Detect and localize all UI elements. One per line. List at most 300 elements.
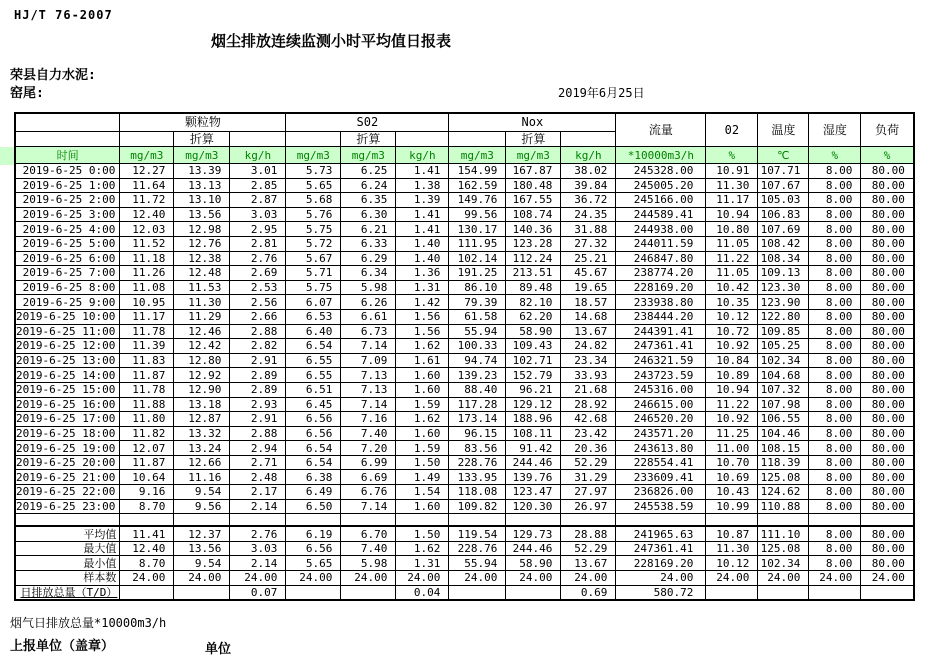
- row-label: 2019-6-25 9:00: [15, 295, 120, 310]
- value-cell: [286, 514, 341, 527]
- time-header-blank: [15, 132, 120, 147]
- value-cell: 3.03: [230, 541, 286, 556]
- row-label: 2019-6-25 3:00: [15, 207, 120, 222]
- group-header-temp: 温度: [758, 113, 809, 147]
- blank-cell: [230, 132, 286, 147]
- value-cell: 247361.41: [616, 339, 706, 354]
- row-label: 2019-6-25 18:00: [15, 426, 120, 441]
- value-cell: 6.49: [286, 485, 341, 500]
- value-cell: 12.46: [174, 324, 230, 339]
- value-cell: 124.62: [758, 485, 809, 500]
- value-cell: 1.36: [396, 266, 449, 281]
- value-cell: [809, 585, 861, 600]
- value-cell: 246847.80: [616, 251, 706, 266]
- row-label: 2019-6-25 1:00: [15, 178, 120, 193]
- value-cell: 1.56: [396, 309, 449, 324]
- value-cell: 8.00: [809, 368, 861, 383]
- value-cell: 12.03: [120, 222, 174, 237]
- table-row: [15, 324, 914, 339]
- table-row: [15, 353, 914, 368]
- value-cell: 162.59: [449, 178, 506, 193]
- value-cell: 6.69: [341, 470, 396, 485]
- value-cell: 8.00: [809, 236, 861, 251]
- group-header-so2: S02: [286, 113, 449, 132]
- value-cell: [341, 585, 396, 600]
- value-cell: 13.67: [561, 324, 616, 339]
- value-cell: 102.34: [758, 353, 809, 368]
- value-cell: 19.65: [561, 280, 616, 295]
- row-label: 2019-6-25 2:00: [15, 193, 120, 208]
- value-cell: 1.41: [396, 207, 449, 222]
- value-cell: 8.00: [809, 295, 861, 310]
- value-cell: [396, 514, 449, 527]
- value-cell: 8.00: [809, 266, 861, 281]
- value-cell: 2.91: [230, 412, 286, 427]
- value-cell: 241965.63: [616, 526, 706, 541]
- value-cell: 42.68: [561, 412, 616, 427]
- group-header-pm: 颗粒物: [120, 113, 286, 132]
- value-cell: 80.00: [861, 222, 914, 237]
- value-cell: 11.29: [174, 309, 230, 324]
- value-cell: 80.00: [861, 207, 914, 222]
- value-cell: 91.42: [506, 441, 561, 456]
- group-header-o2: 02: [706, 113, 758, 147]
- value-cell: 6.33: [341, 236, 396, 251]
- value-cell: 123.90: [758, 295, 809, 310]
- value-cell: 9.56: [174, 499, 230, 514]
- value-cell: 11.30: [174, 295, 230, 310]
- value-cell: [449, 514, 506, 527]
- value-cell: 10.87: [706, 526, 758, 541]
- converted-label-so2: 折算: [341, 132, 396, 147]
- table-row: [15, 164, 914, 179]
- value-cell: 244391.41: [616, 324, 706, 339]
- unit-cell: mg/m3: [449, 147, 506, 164]
- value-cell: 24.00: [506, 571, 561, 586]
- row-label: 2019-6-25 15:00: [15, 382, 120, 397]
- value-cell: 13.32: [174, 426, 230, 441]
- value-cell: 6.25: [341, 164, 396, 179]
- unit-cell: mg/m3: [174, 147, 230, 164]
- value-cell: 11.41: [120, 526, 174, 541]
- row-label: 2019-6-25 8:00: [15, 280, 120, 295]
- value-cell: 6.61: [341, 309, 396, 324]
- table-row: [15, 485, 914, 500]
- value-cell: 94.74: [449, 353, 506, 368]
- value-cell: 80.00: [861, 178, 914, 193]
- value-cell: 107.32: [758, 382, 809, 397]
- table-row: [15, 441, 914, 456]
- value-cell: 243613.80: [616, 441, 706, 456]
- value-cell: 11.88: [120, 397, 174, 412]
- value-cell: 10.12: [706, 556, 758, 571]
- value-cell: 108.11: [506, 426, 561, 441]
- value-cell: 11.22: [706, 251, 758, 266]
- value-cell: 6.56: [286, 541, 341, 556]
- value-cell: 36.72: [561, 193, 616, 208]
- value-cell: 117.28: [449, 397, 506, 412]
- value-cell: 1.50: [396, 526, 449, 541]
- unit-label: 单位: [205, 642, 232, 657]
- value-cell: 12.48: [174, 266, 230, 281]
- value-cell: 6.19: [286, 526, 341, 541]
- value-cell: 1.41: [396, 164, 449, 179]
- value-cell: 6.53: [286, 309, 341, 324]
- row-label: 2019-6-25 21:00: [15, 470, 120, 485]
- value-cell: 80.00: [861, 193, 914, 208]
- value-cell: 11.05: [706, 266, 758, 281]
- table-row: [15, 397, 914, 412]
- value-cell: 24.00: [230, 571, 286, 586]
- value-cell: 7.40: [341, 541, 396, 556]
- value-cell: 8.00: [809, 397, 861, 412]
- value-cell: 11.87: [120, 368, 174, 383]
- value-cell: 52.29: [561, 541, 616, 556]
- table-row: [15, 236, 914, 251]
- value-cell: 2.17: [230, 485, 286, 500]
- value-cell: 1.42: [396, 295, 449, 310]
- unit-cell: kg/h: [230, 147, 286, 164]
- value-cell: [861, 514, 914, 527]
- value-cell: 6.40: [286, 324, 341, 339]
- value-cell: 24.82: [561, 339, 616, 354]
- value-cell: 10.92: [706, 339, 758, 354]
- value-cell: 12.07: [120, 441, 174, 456]
- report-table: [14, 112, 915, 601]
- value-cell: 6.51: [286, 382, 341, 397]
- value-cell: 10.95: [120, 295, 174, 310]
- value-cell: 246321.59: [616, 353, 706, 368]
- value-cell: [809, 514, 861, 527]
- value-cell: 8.00: [809, 324, 861, 339]
- value-cell: 111.95: [449, 236, 506, 251]
- blank-cell: [449, 132, 506, 147]
- value-cell: 245538.59: [616, 499, 706, 514]
- value-cell: 2.76: [230, 526, 286, 541]
- value-cell: 10.92: [706, 412, 758, 427]
- table-row: [15, 207, 914, 222]
- value-cell: 2.95: [230, 222, 286, 237]
- value-cell: 28.88: [561, 526, 616, 541]
- value-cell: 5.75: [286, 222, 341, 237]
- value-cell: 10.94: [706, 207, 758, 222]
- value-cell: 82.10: [506, 295, 561, 310]
- value-cell: 5.71: [286, 266, 341, 281]
- value-cell: 11.80: [120, 412, 174, 427]
- value-cell: 61.58: [449, 309, 506, 324]
- value-cell: 24.00: [561, 571, 616, 586]
- value-cell: 11.16: [174, 470, 230, 485]
- value-cell: 154.99: [449, 164, 506, 179]
- value-cell: 24.00: [861, 571, 914, 586]
- value-cell: 11.00: [706, 441, 758, 456]
- row-label: 2019-6-25 4:00: [15, 222, 120, 237]
- value-cell: 80.00: [861, 251, 914, 266]
- value-cell: [758, 514, 809, 527]
- row-label: 2019-6-25 13:00: [15, 353, 120, 368]
- value-cell: 2.94: [230, 441, 286, 456]
- row-label: 样本数: [15, 571, 120, 586]
- table-row: [15, 339, 914, 354]
- value-cell: 2.14: [230, 499, 286, 514]
- row-label: 2019-6-25 11:00: [15, 324, 120, 339]
- blank-cell: [120, 132, 174, 147]
- value-cell: 13.13: [174, 178, 230, 193]
- summary-row: [15, 556, 914, 571]
- row-label: 2019-6-25 12:00: [15, 339, 120, 354]
- value-cell: 80.00: [861, 295, 914, 310]
- value-cell: 6.21: [341, 222, 396, 237]
- value-cell: 10.12: [706, 309, 758, 324]
- value-cell: 2.81: [230, 236, 286, 251]
- value-cell: 10.80: [706, 222, 758, 237]
- value-cell: 8.00: [809, 499, 861, 514]
- value-cell: 2.87: [230, 193, 286, 208]
- value-cell: 10.64: [120, 470, 174, 485]
- value-cell: 80.00: [861, 339, 914, 354]
- value-cell: 8.00: [809, 193, 861, 208]
- value-cell: 238774.20: [616, 266, 706, 281]
- value-cell: 80.00: [861, 499, 914, 514]
- value-cell: 125.08: [758, 470, 809, 485]
- value-cell: 80.00: [861, 280, 914, 295]
- value-cell: 8.00: [809, 526, 861, 541]
- value-cell: 20.36: [561, 441, 616, 456]
- value-cell: [449, 585, 506, 600]
- row-label: [15, 585, 120, 600]
- value-cell: [706, 514, 758, 527]
- value-cell: 109.13: [758, 266, 809, 281]
- value-cell: 7.09: [341, 353, 396, 368]
- value-cell: 83.56: [449, 441, 506, 456]
- value-cell: 2.76: [230, 251, 286, 266]
- row-label: 最小值: [15, 556, 120, 571]
- value-cell: 2.89: [230, 368, 286, 383]
- row-label: 2019-6-25 14:00: [15, 368, 120, 383]
- value-cell: [174, 585, 230, 600]
- value-cell: 6.70: [341, 526, 396, 541]
- value-cell: 2.48: [230, 470, 286, 485]
- value-cell: 6.34: [341, 266, 396, 281]
- value-cell: 5.67: [286, 251, 341, 266]
- value-cell: 8.70: [120, 499, 174, 514]
- value-cell: 10.43: [706, 485, 758, 500]
- value-cell: 120.30: [506, 499, 561, 514]
- value-cell: 5.98: [341, 280, 396, 295]
- value-cell: 26.97: [561, 499, 616, 514]
- value-cell: 9.54: [174, 556, 230, 571]
- unit-cell: *10000m3/h: [616, 147, 706, 164]
- value-cell: 2.89: [230, 382, 286, 397]
- table-row: [15, 470, 914, 485]
- value-cell: 152.79: [506, 368, 561, 383]
- value-cell: [120, 514, 174, 527]
- value-cell: 1.62: [396, 339, 449, 354]
- value-cell: 105.03: [758, 193, 809, 208]
- value-cell: 10.84: [706, 353, 758, 368]
- unit-cell: %: [861, 147, 914, 164]
- daily-total-label: 日排放总量（T/D）: [20, 585, 118, 599]
- value-cell: 8.00: [809, 541, 861, 556]
- value-cell: 2.69: [230, 266, 286, 281]
- unit-cell: mg/m3: [506, 147, 561, 164]
- value-cell: 139.23: [449, 368, 506, 383]
- value-cell: 6.45: [286, 397, 341, 412]
- value-cell: 107.98: [758, 397, 809, 412]
- blank-cell: [396, 132, 449, 147]
- value-cell: 24.00: [706, 571, 758, 586]
- value-cell: 80.00: [861, 526, 914, 541]
- table-row: [15, 178, 914, 193]
- value-cell: 27.97: [561, 485, 616, 500]
- unit-cell: kg/h: [396, 147, 449, 164]
- value-cell: 213.51: [506, 266, 561, 281]
- value-cell: 109.85: [758, 324, 809, 339]
- value-cell: 28.92: [561, 397, 616, 412]
- value-cell: 80.00: [861, 309, 914, 324]
- converted-label-nox: 折算: [506, 132, 561, 147]
- value-cell: 7.14: [341, 397, 396, 412]
- value-cell: 6.56: [286, 412, 341, 427]
- value-cell: 8.00: [809, 485, 861, 500]
- value-cell: 11.26: [120, 266, 174, 281]
- value-cell: 173.14: [449, 412, 506, 427]
- value-cell: [506, 514, 561, 527]
- value-cell: 2.53: [230, 280, 286, 295]
- value-cell: 11.30: [706, 541, 758, 556]
- value-cell: 6.35: [341, 193, 396, 208]
- value-cell: 12.40: [120, 541, 174, 556]
- value-cell: [758, 585, 809, 600]
- flow-total-note: 烟气日排放总量*10000m3/h: [10, 616, 167, 630]
- value-cell: 58.90: [506, 324, 561, 339]
- value-cell: 80.00: [861, 368, 914, 383]
- unit-cell: mg/m3: [341, 147, 396, 164]
- value-cell: 3.03: [230, 207, 286, 222]
- value-cell: [230, 514, 286, 527]
- value-cell: 14.68: [561, 309, 616, 324]
- value-cell: 8.00: [809, 556, 861, 571]
- value-cell: 80.00: [861, 353, 914, 368]
- value-cell: 12.66: [174, 455, 230, 470]
- table-row: [15, 193, 914, 208]
- value-cell: 6.30: [341, 207, 396, 222]
- value-cell: 1.60: [396, 368, 449, 383]
- value-cell: 6.54: [286, 441, 341, 456]
- daily-total-row: [15, 585, 914, 600]
- value-cell: 11.83: [120, 353, 174, 368]
- value-cell: 125.08: [758, 541, 809, 556]
- value-cell: 5.65: [286, 178, 341, 193]
- value-cell: 102.34: [758, 556, 809, 571]
- value-cell: 12.42: [174, 339, 230, 354]
- value-cell: 13.67: [561, 556, 616, 571]
- value-cell: 102.14: [449, 251, 506, 266]
- blank-cell: [561, 132, 616, 147]
- row-label: 2019-6-25 0:00: [15, 164, 120, 179]
- row-label: 2019-6-25 19:00: [15, 441, 120, 456]
- value-cell: 80.00: [861, 412, 914, 427]
- value-cell: 80.00: [861, 236, 914, 251]
- value-cell: 13.18: [174, 397, 230, 412]
- value-cell: 8.00: [809, 178, 861, 193]
- value-cell: 149.76: [449, 193, 506, 208]
- value-cell: 2.93: [230, 397, 286, 412]
- value-cell: 10.35: [706, 295, 758, 310]
- value-cell: 122.80: [758, 309, 809, 324]
- monitoring-point: 窑尾:: [10, 86, 44, 101]
- value-cell: 8.00: [809, 441, 861, 456]
- value-cell: 106.55: [758, 412, 809, 427]
- value-cell: 24.00: [341, 571, 396, 586]
- value-cell: 39.84: [561, 178, 616, 193]
- value-cell: 13.24: [174, 441, 230, 456]
- row-label: 平均值: [15, 526, 120, 541]
- value-cell: 80.00: [861, 485, 914, 500]
- value-cell: 2.14: [230, 556, 286, 571]
- value-cell: 8.00: [809, 412, 861, 427]
- group-header-load: 负荷: [861, 113, 914, 147]
- row-label: 2019-6-25 5:00: [15, 236, 120, 251]
- time-header-blank: [15, 113, 120, 132]
- value-cell: 10.99: [706, 499, 758, 514]
- value-cell: 111.10: [758, 526, 809, 541]
- value-cell: 10.89: [706, 368, 758, 383]
- group-header-flow: 流量: [616, 113, 706, 147]
- row-label: 2019-6-25 17:00: [15, 412, 120, 427]
- table-row: [15, 309, 914, 324]
- value-cell: 13.39: [174, 164, 230, 179]
- value-cell: 21.68: [561, 382, 616, 397]
- spacer-row: [15, 514, 914, 527]
- table-row: [15, 295, 914, 310]
- value-cell: 88.40: [449, 382, 506, 397]
- value-cell: 11.53: [174, 280, 230, 295]
- value-cell: 104.68: [758, 368, 809, 383]
- value-cell: 228554.41: [616, 455, 706, 470]
- value-cell: 245166.00: [616, 193, 706, 208]
- value-cell: 10.70: [706, 455, 758, 470]
- value-cell: 8.00: [809, 164, 861, 179]
- value-cell: 11.05: [706, 236, 758, 251]
- value-cell: 2.88: [230, 426, 286, 441]
- value-cell: 8.00: [809, 207, 861, 222]
- value-cell: 12.90: [174, 382, 230, 397]
- company-name: 荣县自力水泥:: [10, 68, 96, 83]
- value-cell: 247361.41: [616, 541, 706, 556]
- report-date: 2019年6月25日: [558, 86, 645, 100]
- value-cell: 1.50: [396, 455, 449, 470]
- value-cell: 24.35: [561, 207, 616, 222]
- value-cell: [506, 585, 561, 600]
- value-cell: 100.33: [449, 339, 506, 354]
- value-cell: [174, 514, 230, 527]
- data-rows: [15, 164, 914, 601]
- header-row-groups: [15, 113, 914, 132]
- row-label: 2019-6-25 7:00: [15, 266, 120, 281]
- value-cell: 12.80: [174, 353, 230, 368]
- value-cell: 133.95: [449, 470, 506, 485]
- value-cell: 1.61: [396, 353, 449, 368]
- value-cell: 12.27: [120, 164, 174, 179]
- reporting-unit-label: 上报单位（盖章）: [10, 639, 115, 654]
- value-cell: 228169.20: [616, 280, 706, 295]
- value-cell: 1.31: [396, 280, 449, 295]
- value-cell: 6.24: [341, 178, 396, 193]
- value-cell: 96.21: [506, 382, 561, 397]
- value-cell: [706, 585, 758, 600]
- value-cell: 24.00: [758, 571, 809, 586]
